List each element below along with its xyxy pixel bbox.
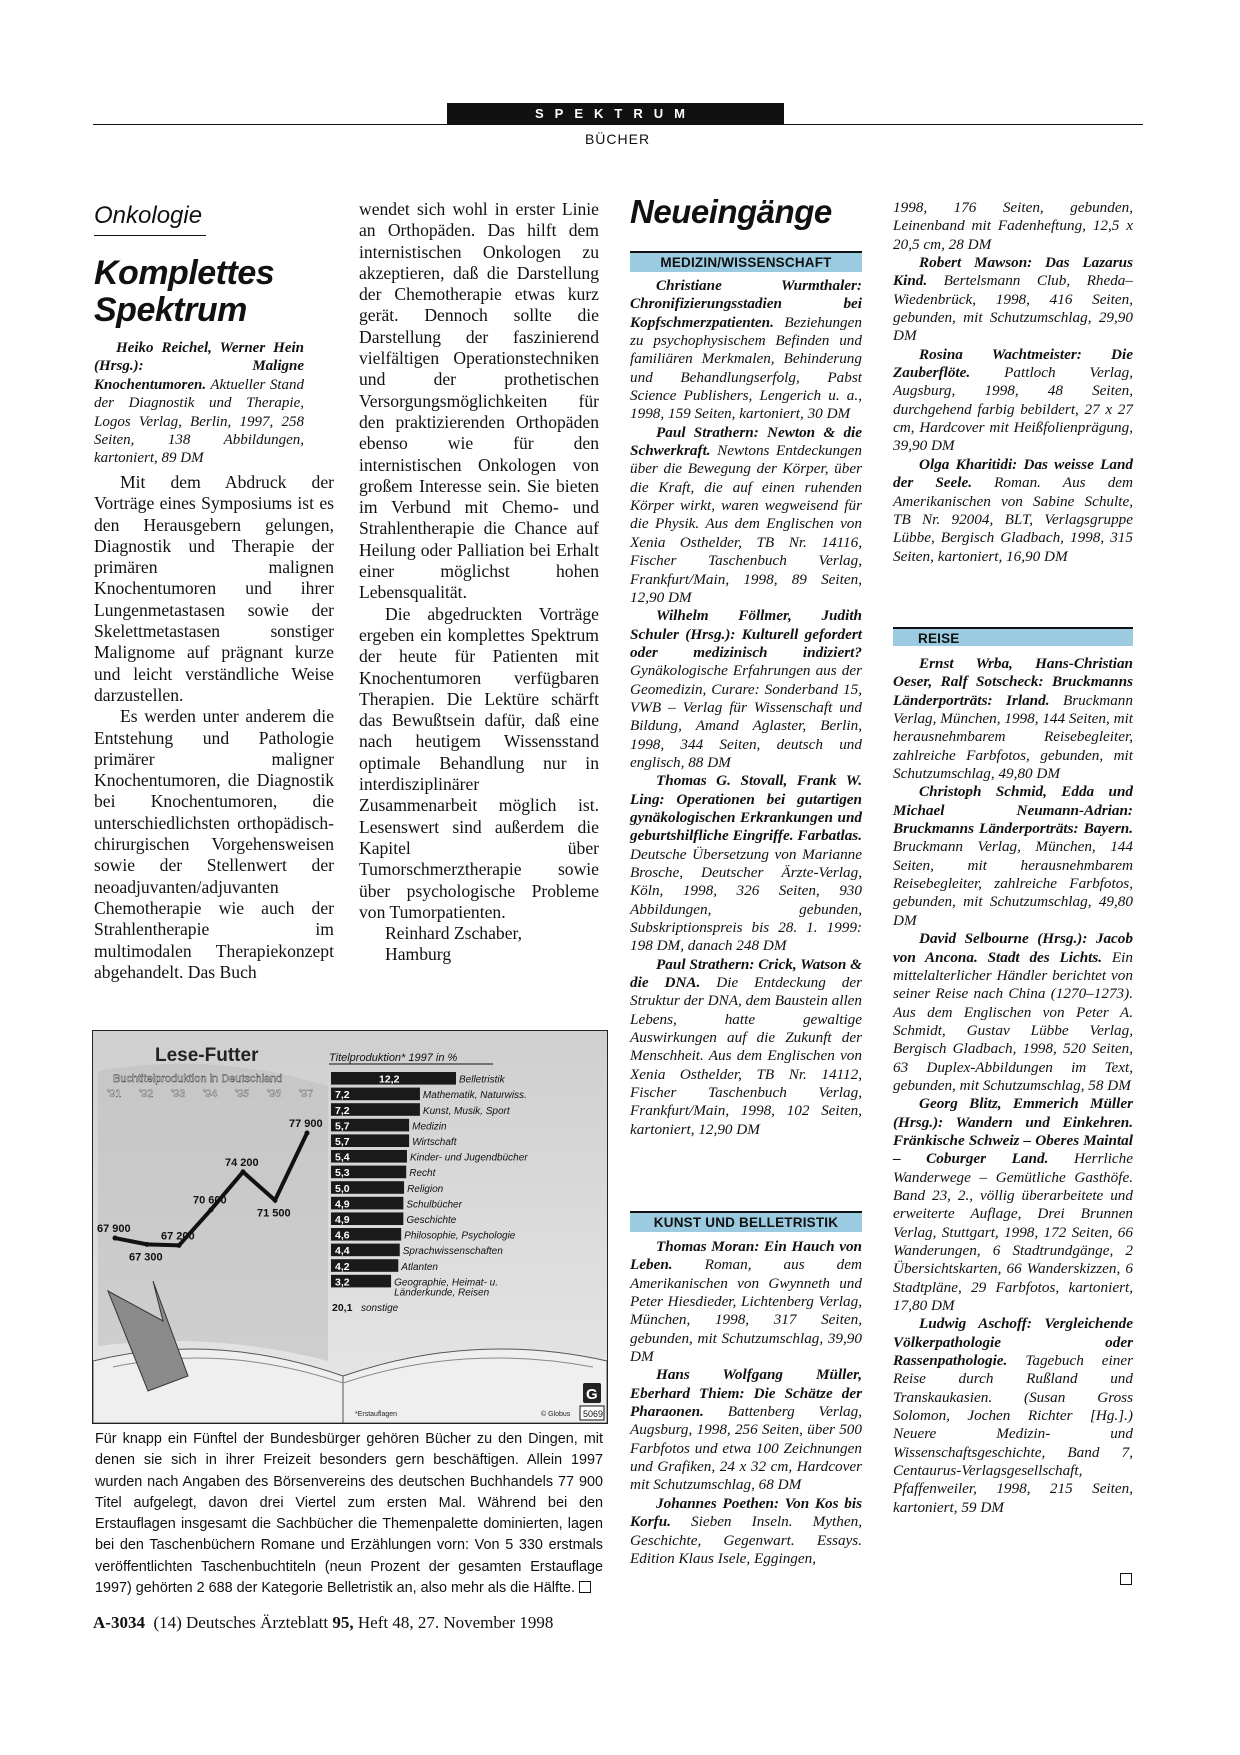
bar-category-label: sonstige [361,1303,399,1314]
x-tick-label: '92 [139,1088,154,1100]
data-label: 71 500 [257,1207,291,1220]
data-point [305,1131,310,1136]
page-code: A-3034 [93,1613,145,1632]
bib-entry: 1998, 176 Seiten, gebunden, Leinenband mit Fadenheftung, 12,5 x 20,5 cm, 28 DM [893,199,1133,253]
bib-entry: Paul Strathern: Crick, Watson & die DNA. Die Entdeckung der Struktur der DNA, dem Baustein allen Lebens, hatte gewaltige Auswirkungen auf die Zukunft der Menschheit. Aus dem Englischen von Xenia Osthelder, TB Nr. 14112, Fischer Taschenbuch Verlag, Frankfurt/Main, 1998, 102 Seiten, kartoniert, 12,90 DM [630,955,863,1138]
bib-entry: Thomas G. Stovall, Frank W. Ling: Operationen bei gutartigen gynäkologischen Erkrankungen und geburtshilfliche Eingriffe. Farbatlas. Deutsche Übersetzung von Marianne Brosche, Deutscher Ärzte-Verlag, Köln, 1998, 326 Seiten, 930 Abbildungen, gebunden, Subskriptionspreis bis 28. 1. 1999: 198 DM, danach 248 DM [630,772,862,955]
infographic-svg [93,1031,607,1423]
bar-category-label: Religion [407,1183,444,1195]
bar-value-label: 5,7 [335,1120,350,1133]
paragraph: Die abgedruckten Vorträge ergeben ein komplettes Spektrum der heute für Patienten mit Knochentumoren verfügbaren Therapien. Die Lektüre schärft das Bewußtsein dafür, daß eine nach heutigem Wissensstand optimale Behandlung nur in interdisziplinärer Zusammenarbeit möglich ist. Lesenswert sind außerdem die Kapitel über Tumorschmerztherapie sowie über psychologische Probleme von Tumorpatienten. [359,603,599,922]
bib-entry: Paul Strathern: Newton & die Schwerkraft. Newtons Entdeckungen über die Bewegung der Körper, über die Kraft, die auf einen ruhenden Körper wirkt, waren wegweisend für die Physik. Aus dem Englischen von Xenia Osthelder, TB Nr. 14116, Fischer Taschenbuch Verlag, Frankfurt/Main, 1998, 89 Seiten, 12,90 DM [630,423,862,606]
paragraph: wendet sich wohl in erster Linie an Orthopäden. Das hilft dem internistischen Onkologen zu akzeptieren, daß die Darstellung der Chemotherapie etwas kurz gerät. Dennoch sollte die Darstellung der faszinierend vielfältigen Operationstechniken und der prothetischen Versorgungsmöglichkeiten für den praktizierenden Orthopäden ebenso wie für den internistischen Onkologen von großem Interesse sein. Sie bieten im Verbund mit Chemo- und Strahlentherapie die Chance auf Heilung oder Palliation bei Erhalt einer möglichst hohen Lebensqualität. [359,199,599,603]
bar-value-label: 12,2 [379,1073,400,1086]
bar-category-label: Geographie, Heimat- u. [394,1277,499,1289]
bibliography-column-4a [893,199,1133,566]
bib-entry: Olga Kharitidi: Das weisse Land der Seele. Roman. Aus dem Amerikanischen von Sabine Schulte, TB Nr. 92004, BLT, Verlagsgruppe Lübbe, Bergisch Gladbach, 1998, 315 Seiten, kartoniert, 16,90 DM [893,455,1133,565]
data-point [113,1236,118,1241]
data-label: 70 600 [193,1194,227,1207]
chart-caption: Für knapp ein Fünftel der Bundesbürger gehören Bücher zu den Dingen, mit denen sie sich in ihrer Freizeit besonders gern beschäftigen. Allein 1997 wurden nach Angaben des Börsenvereins des deutschen Buchhandels 77 900 Titel aufgelegt, davon drei Viertel zum ersten Mal. Während bei den Erstauflagen insgesamt die Sachbücher die Themenpalette dominierten, lagen bei den Taschenbüchern Romane und Erzählungen vorn: Von 5 330 erstmals veröffentlichten Taschenbuchtiteln (neun Prozent der gesamten Erstauflage 1997) gehörten 2 688 der Kategorie Belletristik an, also mehr als die Hälfte. [95,1431,603,1597]
bar-value-label: 3,2 [335,1276,350,1289]
end-mark [579,1581,591,1593]
bar-chart-title: Titelproduktion* 1997 in % [329,1052,458,1064]
data-point [241,1169,246,1174]
article-headline [94,255,344,329]
bib-entry: Thomas Moran: Ein Hauch von Leben. Roman, aus dem Amerikanischen von Gwynneth und Peter Hiesdieder, Lichtenberg Verlag, München, 1998, 317 Seiten, gebunden, mit Schutzumschlag, 39,90 DM [630,1238,862,1366]
neueingaenge-title: Neueingänge [630,193,832,230]
headline-line-1: Komplettes [94,254,275,292]
category-kunst: KUNST UND BELLETRISTIK [630,1211,862,1232]
chart-footnote: *Erstauflagen [355,1411,398,1418]
bar-category-label: Recht [409,1168,436,1180]
article-column-2 [359,199,599,966]
category-reise: REISE [893,627,1133,646]
header-rule [93,124,1143,125]
bar-value-label: 4,9 [335,1198,350,1211]
publication: (14) Deutsches Ärzteblatt [153,1613,329,1632]
bar-value-label: 4,2 [335,1260,350,1273]
bar-category-label: Sprachwissenschaften [402,1246,503,1258]
bar-value-label: 5,7 [335,1136,350,1148]
bar-value-label: 4,6 [335,1229,350,1242]
bib-entry: Rosina Wachtmeister: Die Zauberflöte. Pattloch Verlag, Augsburg, 1998, 48 Seiten, durchgehend farbig bebildert, 27 x 27 cm, Hardcover mit Heißfolienprägung, 39,90 DM [893,345,1133,455]
x-tick-label: '94 [203,1088,218,1100]
signature-city: Hamburg [385,944,452,965]
chart-title: Lese-Futter [155,1045,259,1066]
reference-authors: Heiko Reichel, Werner Hein (Hrsg.): Maligne Knochentumoren. [94,340,304,393]
data-label: 67 900 [97,1223,131,1236]
chart-code: 5069 [583,1409,604,1419]
data-point [273,1198,278,1203]
article-column-1 [94,472,334,983]
x-tick-label: '97 [299,1088,314,1100]
bar-value-label: 7,2 [335,1089,350,1102]
data-label: 67 300 [129,1251,163,1264]
bibliography-column-3a [630,277,862,1139]
bib-entry: Wilhelm Föllmer, Judith Schuler (Hrsg.): Kulturell gefordert oder medizinisch indiziert? Gynäkologische Erfahrungen aus der Geomedizin, Curare: Sonderband 15, VWB – Verlag für Wissenschaft und Bildung, Amand Aglaster, Berlin, 1998, 344 Seiten, deutsch und englisch, 88 DM [630,607,862,771]
data-label: 77 900 [289,1118,323,1131]
article-kicker: Onkologie [94,202,203,229]
signature-name: Reinhard Zschaber, [385,923,523,944]
bar-category-label: Geschichte [406,1215,457,1226]
bar-category-label: Philosophie, Psychologie [404,1230,516,1242]
x-tick-label: '91 [107,1088,122,1100]
paragraph: Es werden unter anderem die Entstehung und Pathologie primärer maligner Knochentumoren, die Diagnostik bei Knochentumoren, die unterschiedlichsten orthopädisch-chirurgischen Vorgehensweisen sowie der Stellenwert der neoadjuvanten/adjuvanten Chemotherapie wie auch der Strahlentherapie im multimodalen Therapiekonzept abgehandelt. Das Buch [94,706,334,982]
kicker-rule [94,235,206,236]
page-footer [93,1613,553,1633]
bib-entry: Johannes Poethen: Von Kos bis Korfu. Sieben Inseln. Mythen, Geschichte, Gegenwart. Essays. Edition Klaus Isele, Eggingen, [630,1494,862,1567]
x-tick-label: '95 [235,1088,250,1100]
data-point [177,1243,182,1248]
issue-date: Heft 48, 27. November 1998 [357,1613,554,1632]
bar-value-label: 7,2 [335,1104,350,1117]
chart-source: © Globus [541,1411,571,1418]
bar-category-label: Kunst, Musik, Sport [422,1105,510,1117]
data-label: 74 200 [225,1156,259,1169]
category-medizin: MEDIZIN/WISSENSCHAFT [630,251,862,272]
book-reference [94,339,304,468]
bar-value-label: 20,1 [332,1302,353,1314]
bar-category-label: Kinder- und Jugendbücher [409,1152,528,1164]
bib-entry: Robert Mawson: Das Lazarus Kind. Bertelsmann Club, Rheda–Wiedenbrück, 1998, 416 Seiten, gebunden, mit Schutzumschlag, 29,90 DM [893,254,1133,345]
bar-value-label: 5,4 [335,1151,350,1164]
bibliography-column-4b [893,655,1133,1517]
bib-entry: Christoph Schmid, Edda und Michael Neumann-Adrian: Bruckmanns Länderporträts: Bayern. Bruckmann Verlag, München, 144 Seiten, mit herausnehmbarem Reisebegleiter, zahlreiche Farbfotos, gebunden, mit Schutzumschlag, 49,80 DM [893,783,1133,929]
bib-entry: Georg Blitz, Emmerich Müller (Hrsg.): Wandern und Einkehren. Fränkische Schweiz – Oberes Maintal – Coburger Land. Herrliche Wanderwege – Gemütliche Gasthöfe. Band 23, 2., völlig überarbeitete und erweiterte Auflage, Drei Brunnen Verlag, Stuttgart, 1998, 172 Seiten, 66 Wanderungen, 6 Stadtrundgänge, 2 Übersichtskarten, 66 Wanderskizzen, 6 Stadtpläne, 29 Farbfotos, kartoniert, 17,80 DM [893,1095,1133,1315]
bar-category-label: Schulbücher [406,1199,462,1211]
bar-category-label: Atlanten [401,1261,438,1273]
volume: 95, [332,1613,354,1632]
bar-value-label: 4,4 [335,1245,350,1258]
bib-entry: Hans Wolfgang Müller, Eberhard Thiem: Die Schätze der Pharaonen. Battenberg Verlag, Augsburg, 1998, 256 Seiten, über 500 Farbfotos und etwa 100 Zeichnungen und Grafiken, 24 x 32 cm, Hardcover mit Schutzumschlag, 68 DM [630,1366,862,1494]
end-mark [1120,1571,1132,1589]
section-bar: SPEKTRUM [447,103,784,125]
bar-value-label: 5,3 [335,1167,350,1180]
infographic [92,1030,608,1424]
section-label: BÜCHER [584,131,651,147]
bar-value-label: 5,0 [335,1182,350,1195]
bib-entry: Ernst Wrba, Hans-Christian Oeser, Ralf Sotscheck: Bruckmanns Länderporträts: Irland. Bruckmann Verlag, München, 1998, 144 Seiten, mit herausnehmbarem Reisebegleiter, zahlreiche Farbfotos, gebunden, mit Schutzumschlag, 49,80 DM [893,655,1134,783]
paragraph: Mit dem Abdruck der Vorträge eines Symposiums ist es den Herausgebern gelungen, Diagnostik und Therapie der primären malignen Knochentumoren und ihrer Lungenmetastasen sowie der Skelettmetastasen sonstiger Malignome auf prägnant kurze und leicht verständliche Weise darzustellen. [94,472,334,705]
globus-logo: G [586,1386,598,1403]
bar-category-label: Mathematik, Naturwiss. [422,1090,527,1102]
x-tick-label: '93 [171,1088,186,1100]
data-label: 67 200 [161,1230,195,1243]
bar-category-label: Belletristik [459,1074,505,1086]
bar-category-label: Wirtschaft [412,1137,457,1148]
bar-value-label: 4,9 [335,1214,350,1226]
bar-category-label-cont: Länderkunde, Reisen [394,1287,490,1299]
bib-entry: Christiane Wurmthaler: Chronifizierungsstadien bei Kopfschmerzpatienten. Beziehungen zu psychophysischem Befinden und familiären Merkmalen, Behinderung und Behandlungserfolg, Pabst Science Publishers, Lengerich u. a., 1998, 159 Seiten, kartoniert, 30 DM [630,277,862,423]
bibliography-column-3b [630,1238,862,1568]
bib-entry: David Selbourne (Hrsg.): Jacob von Ancona. Stadt des Lichts. Ein mittelalterlicher Händler berichtet von seiner Reise nach China (1270–1273). Aus dem Englischen von Peter A. Schmidt, Gustav Lübbe Verlag, Bergisch Gladbach, 1998, 520 Seiten, 63 Duplex-Abbildungen im Text, gebunden, mit Schutzumschlag, 58 DM [893,930,1133,1094]
data-point [145,1242,150,1247]
bib-entry: Ludwig Aschoff: Vergleichende Völkerpathologie oder Rassenpathologie. Tagebuch einer Reise durch Rußland und Transkaukasien. (Susan Gross Solomon, Jochen Richter [Hg.].) Neuere Medizin- und Wissenschaftsgeschichte, Band 7, Centaurus-Verlagsgesellschaft, Pfaffenweiler, 1998, 215 Seiten, kartoniert, 59 DM [893,1315,1133,1516]
bar-category-label: Medizin [412,1121,447,1133]
data-point [209,1207,214,1212]
headline-line-2: Spektrum [94,291,247,329]
x-tick-label: '96 [267,1088,282,1100]
reference-details: Aktueller Stand der Diagnostik und Therapie, Logos Verlag, Berlin, 1997, 258 Seiten, 138 Abbildungen, kartoniert, 89 DM [94,376,304,467]
chart-subtitle: Buchtitelproduktion in Deutschland [113,1073,283,1085]
